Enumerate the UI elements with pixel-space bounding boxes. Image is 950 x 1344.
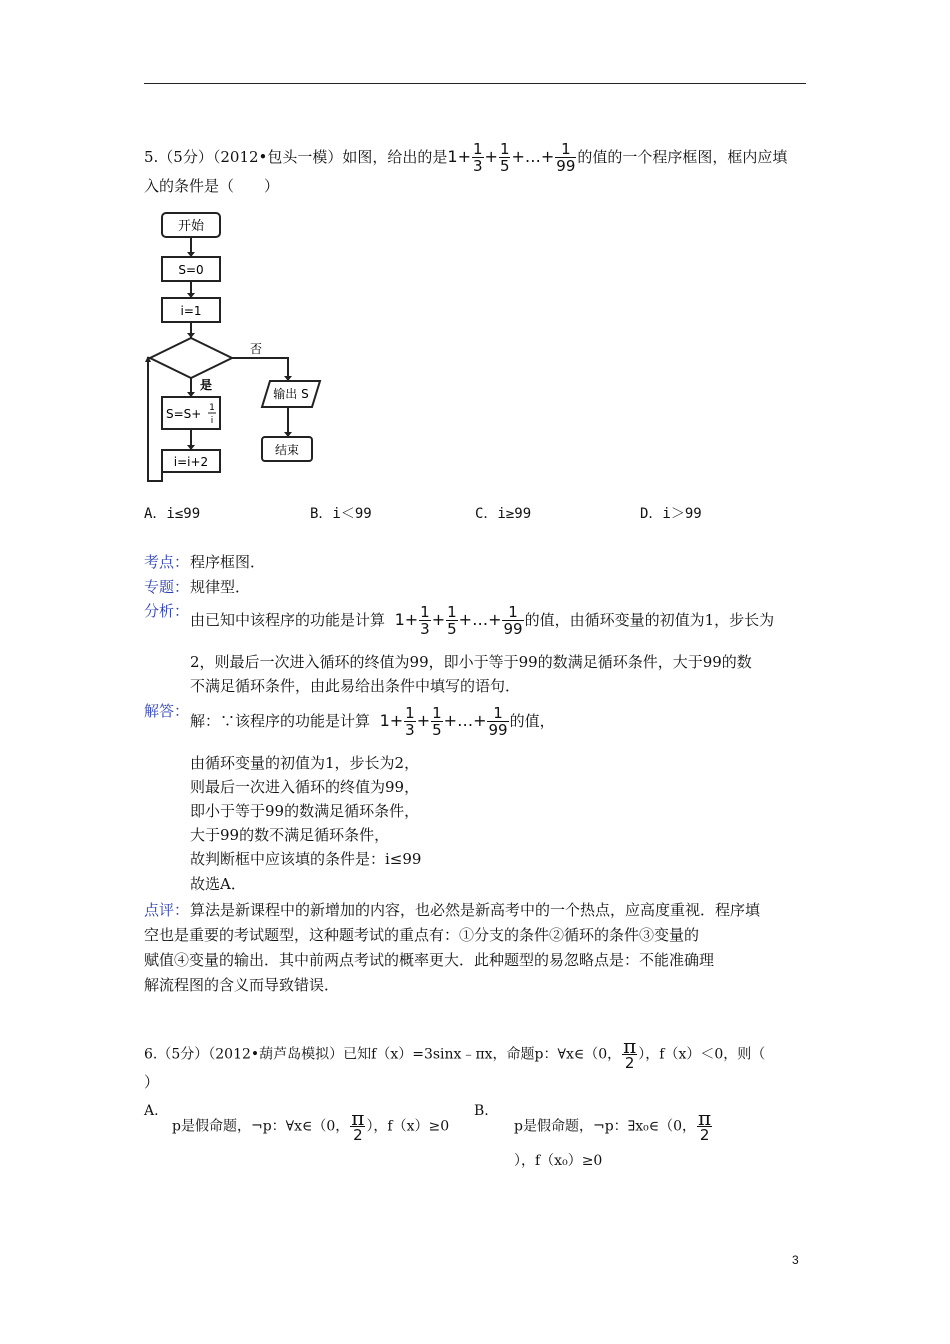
- q6-option-b: p是假命题，¬p：∃x₀∈（0， $\frac{\pi}{2}$: [514, 1106, 712, 1144]
- q6-option-b-cont: ），f（x₀）≥0: [514, 1153, 603, 1169]
- flow-i1-text: i=1: [180, 304, 202, 318]
- q6-line2: ）: [144, 1073, 160, 1091]
- fenxi-line3: 不满足循环条件，由此易给出条件中填写的语句．: [190, 677, 521, 695]
- flow-end-text: 结束: [274, 443, 300, 457]
- kaodian-label: 考点：: [144, 553, 190, 571]
- dianping-line3: 赋值④变量的输出．其中前两点考试的概率更大．此种题型的易忽略点是：不能准确理: [144, 951, 715, 969]
- jieda-line6: 故判断框中应该填的条件是：i≤99: [190, 850, 422, 868]
- flow-output-text: 输出 S: [273, 387, 309, 401]
- flow-s0-text: S=0: [178, 263, 204, 277]
- header-rule: [144, 83, 806, 84]
- dianping-line1: 算法是新课程中的新增加的内容，也必然是新高考中的一个热点，应高度重视．程序填: [190, 901, 761, 919]
- jieda-line2: 由循环变量的初值为1，步长为2，: [190, 754, 420, 772]
- q6-line1: 6.（5分）（2012•葫芦岛模拟）已知f（x）=3sinx﹣πx，命题p：∀x∈（0， $\frac{\pi}{2}$ ），f（x）＜0，则（: [144, 1034, 766, 1072]
- q5-option-d: D．i＞99: [640, 506, 702, 522]
- dianping-line4: 解流程图的含义而导致错误．: [144, 976, 340, 994]
- jieda-label: 解答：: [144, 702, 190, 720]
- fenxi-line2: 2，则最后一次进入循环的终值为99，即小于等于99的数满足循环条件，大于99的数: [190, 653, 752, 671]
- q5-option-b: B．i＜99: [310, 506, 372, 522]
- flow-yes-label: 是: [200, 378, 213, 392]
- zhuanti-text: 规律型．: [190, 578, 251, 596]
- flow-update-s-num: 1: [209, 403, 215, 413]
- q5-prefix: 5.（5分）（2012•包头一模）如图，给出的是: [144, 148, 448, 166]
- flow-no-label: 否: [250, 342, 263, 356]
- q6-option-b-label: B.: [474, 1103, 489, 1119]
- dianping-label: 点评：: [144, 901, 190, 919]
- q6-option-a: p是假命题，¬p：∀x∈（0， $\frac{\pi}{2}$ ），f（x）≥0: [172, 1106, 450, 1144]
- flow-update-s-text: S=S+: [166, 407, 202, 421]
- jieda-line4: 即小于等于99的数满足循环条件，: [190, 802, 420, 820]
- jieda-line1: 解：∵该程序的功能是计算 1+ $\frac{1}{3}$ + $\frac{1}{5}$ +…+ $\frac{1}{99}$ 的值，: [190, 704, 555, 739]
- q5-option-a: A．i≤99: [144, 506, 201, 522]
- dianping-line2: 空也是重要的考试题型，这种题考试的重点有：①分支的条件②循环的条件③变量的: [144, 926, 700, 944]
- zhuanti-label: 专题：: [144, 578, 190, 596]
- jieda-sum-formula: 1+ $\frac{1}{3}$ + $\frac{1}{5}$ +…+ $\frac{1}{99}$: [379, 704, 508, 739]
- fenxi-line1: 由已知中该程序的功能是计算 1+ $\frac{1}{3}$ + $\frac{1}{5}$ +…+ $\frac{1}{99}$ 的值，由循环变量的初值为1，步长为: [190, 603, 775, 638]
- jieda-line7: 故选A．: [190, 875, 246, 893]
- kaodian-text: 程序框图．: [190, 553, 266, 571]
- page-number: 3: [792, 1253, 799, 1267]
- q6-option-a-label: A.: [144, 1103, 159, 1119]
- flow-inc-text: i=i+2: [173, 455, 209, 469]
- q5-line1: [144, 141, 787, 174]
- flow-decision-diamond: [150, 338, 232, 378]
- flowchart: [140, 205, 340, 495]
- jieda-line5: 大于99的数不满足循环条件，: [190, 826, 390, 844]
- jieda-line3: 则最后一次进入循环的终值为99，: [190, 778, 420, 796]
- fenxi-label: 分析：: [144, 602, 190, 620]
- flow-start-text: 开始: [177, 219, 205, 234]
- fenxi-sum-formula: 1+ $\frac{1}{3}$ + $\frac{1}{5}$ +…+ $\frac{1}{99}$: [394, 603, 523, 638]
- q5-suffix: 的值的一个程序框图，框内应填: [577, 148, 788, 166]
- q5-sum-formula: 1+ $\frac{1}{3}$ + $\frac{1}{5}$ +…+ $\frac{1}{99}$: [447, 140, 576, 175]
- q5-line2: 入的条件是（ ）: [144, 177, 280, 195]
- q5-option-c: C．i≥99: [475, 506, 532, 522]
- flow-update-s-den: i: [210, 416, 214, 426]
